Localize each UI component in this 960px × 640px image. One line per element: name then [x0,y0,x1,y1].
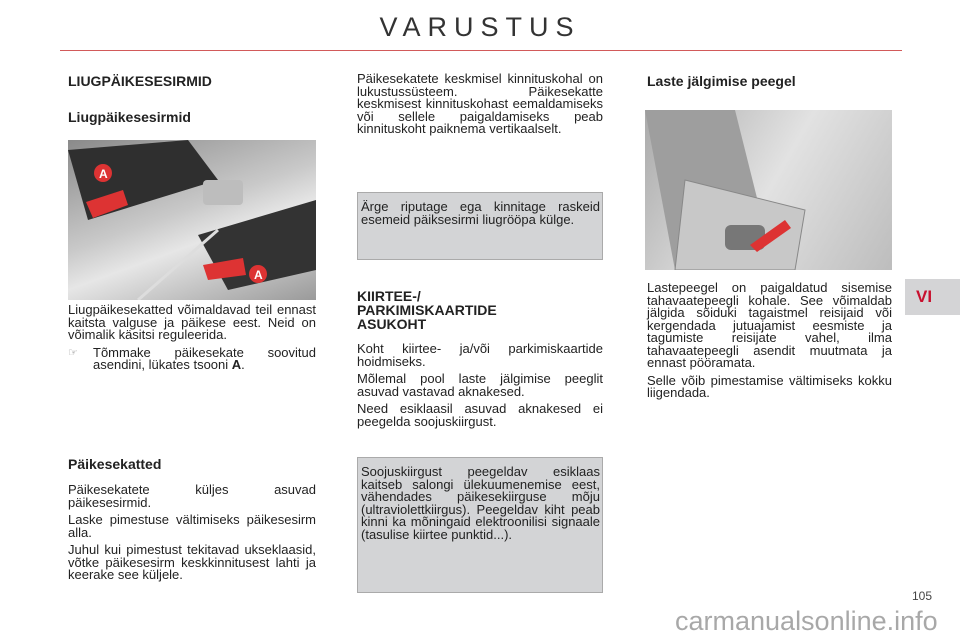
card-paragraph-3: Need esiklaasil asuvad aknakesed ei peegelda soojuskiirgust. [357,401,603,429]
watermark: carmanualsonline.info [675,606,938,636]
info-box [357,457,603,593]
card-paragraph-1: Koht kiirtee- ja/või parkimiskaartide hoidmiseks. [357,341,603,369]
warning-box [357,192,603,260]
label-a-bottom: A [254,268,263,282]
mirror-paragraph-2: Selle võib pimestamise vältimiseks kokku liigendada. [647,372,892,400]
mirror-paragraph-1: Lastepeegel on paigaldatud sisemise tahavaatepeegli kohale. See võimaldab jälgida sõiduki tagaistmel reisijaid või kergendada jutuajamist eesmiste ja tagumiste reisijate vahel, ilma tahavaatepeegli asendit muutmata ja ennast pööramata. [647,280,892,370]
sunshade-paragraph-1: Päikesekatete küljes asuvad päikesesirmid. [68,482,316,510]
mirror-heading-wrap [647,73,892,89]
warning-text: Ärge riputage ega kinnitage raskeid esemeid päiksesirmi liugrööpa külge. [361,199,600,227]
bullet-text: Tõmmake päikesekate soovitud asendini, lükates tsooni [93,344,316,372]
label-a-top: A [99,167,108,181]
header-divider [60,50,902,51]
subheading-sunvisors: Liugpäikesesirmid [68,109,191,125]
instruction-bullet [68,344,316,372]
middle-text [357,73,603,141]
card-paragraph-2: Mõlemal pool laste jälgimise peeglit asuvad vastavad aknakesed. [357,371,603,399]
left-text [68,304,316,372]
pointing-hand-icon: ☞ [68,346,78,359]
page-title: VARUSTUS [379,12,581,42]
page-number: 105 [912,589,933,603]
section-heading: LIUGPÄIKESESIRMID [68,73,212,89]
sunvisor-paragraph: Liugpäikesekatted võimaldavad teil ennast kaitsta valguse ja päikese eest. Neid on võimalik käsitsi reguleerida. [68,302,316,342]
sunshades-section [68,456,316,587]
sunvisor-image [68,140,316,300]
bullet-end: . [241,357,245,372]
chapter-tab[interactable]: VI [905,279,960,315]
mirror-text [647,282,892,405]
sunshade-paragraph-3: Juhul kui pimestust tekitavad ukseklaasid, võtke päikesesirm keskkinnitusest lahti ja keerake see küljele. [68,542,316,582]
info-text: Soojuskiirgust peegeldav esiklaas kaitseb salongi ülekuumenemise eest, vähendades päikesekiirguse mõju (ultraviolettkiirgus). Peegeldav kiht peab kinni ka mõningaid elektroonilisi signaale (tasulise kiirtee punktid...). [361,464,600,542]
locking-paragraph: Päikesekatete keskmisel kinnituskohal on lukustussüsteem. Päikesekatte keskmisest kinnituskohast eemaldamiseks või sellele paigaldamiseks peab kinnituskoht paiknema vertikaalselt. [357,71,603,136]
mirror-image [645,110,892,270]
mirror-heading: Laste jälgimise peegel [647,73,796,89]
bullet-zone-label: A [231,357,242,372]
left-column [68,73,316,125]
subheading-sunshades: Päikesekatted [68,456,162,472]
mirror-illustration [645,110,892,270]
card-location-section [357,289,603,433]
sunvisor-illustration [68,140,316,300]
sunshade-paragraph-2: Laske pimestuse vältimiseks päikesesirm alla. [68,512,316,540]
card-location-heading: KIIRTEE-/ PARKIMISKAARTIDE ASUKOHT [357,288,497,332]
